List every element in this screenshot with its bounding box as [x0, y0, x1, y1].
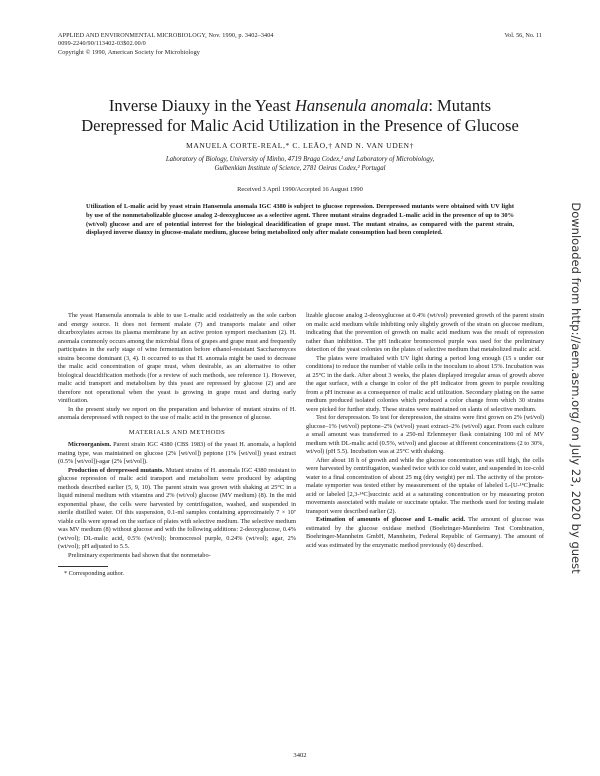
- title-species: Hansenula anomala: [294, 96, 429, 115]
- intro-paragraph-2: In the present study we report on the preparation and behavior of mutant strains of H. anomala derepressed with respect to the use of malic acid in the presence of glucose.: [58, 405, 296, 421]
- page-number: 3402: [293, 752, 307, 759]
- title-prefix: Inverse Diauxy in the Yeast: [108, 96, 295, 115]
- microorganism-text: Parent strain IGC 4380 (CBS 1983) of the yeast H. anomala, a haploid mating type, was maintained on glucose (2% [wt/vol]) peptone (1% [wt/vol]) yeast extract (0.5% [wt/vol])-agar (2% [wt/vol]).: [58, 441, 296, 465]
- production-paragraph: [58, 467, 296, 552]
- journal-citation: APPLIED AND ENVIRONMENTAL MICROBIOLOGY, Nov. 1990, p. 3402–3404: [58, 32, 274, 39]
- affiliations: [80, 156, 520, 173]
- microorganism-paragraph: [58, 441, 296, 467]
- issn-line: 0099-2240/90/113402-03$02.00/0: [58, 40, 146, 48]
- estimation-heading: Estimation of amounts of glucose and L-malic acid.: [316, 516, 466, 523]
- title-suffix: : Mutants: [428, 96, 492, 115]
- title-line-2: Derepressed for Malic Acid Utilization in the Presence of Glucose: [81, 116, 519, 135]
- right-paragraph-1: lizable glucose analog 2-deoxyglucose at 0.4% (wt/vol) prevented growth of the parent strain on malic acid medium while inhibiting only slightly growth of the strain on glucose medium, indicating that the prevention of growth on malic acid medium was the result of repression rather than inhibition. The pH indicator bromocresol purple was used for the preliminary detection of the yeast colonies on the plates of selective medium that metabolized malic acid.: [306, 312, 544, 353]
- footnote: * Corresponding author.: [64, 570, 124, 577]
- estimation-text: The amount of glucose was estimated by the glucose oxidase method (Boehringer-Mannheim Test Combination, Boehringer-Mannheim GmbH, Mannheim, Federal Republic of Germany). The amount of acid was estimated by the enzymatic method previously (6) described.: [306, 516, 544, 549]
- affiliation-line-1: Laboratory of Biology, University of Minho, 4719 Braga Codex,¹ and Laboratory of Microbiology,: [165, 156, 435, 163]
- preliminary-paragraph: Preliminary experiments had shown that the nonmetabo-: [68, 551, 211, 559]
- journal-header: [58, 32, 274, 57]
- affiliation-line-2: Gulbenkian Institute of Science, 2781 Oeiras Codex,² Portugal: [214, 164, 386, 172]
- volume-label: Vol. 56, No. 11: [504, 32, 542, 39]
- title-line-1: [40, 96, 560, 116]
- intro-paragraph-1: The yeast Hansenula anomala is able to use L-malic acid oxidatively as the sole carbon and energy source. It does not ferment malate (7) and transports malate and other dicarboxylates across its plasma membrane by an active proton symport mechanism (2). H. anomala commonly occurs among the microbial flora of grapes and grape must and frequently participates in the early stage of wine fermentation before ethanol-resistant Saccharomyces strains become dominant (3, 4). It occurred to us that H. anomala might be used to decrease the malic acid concentration of grape must, when desirable, as an alternative to other biological deacidification methods (for a review of such methods, see reference 1). However, malic acid transport and metabolism by this yeast are repressed by glucose (2) and are therefore not operational when the yeast is growing in grape must and during early vinification.: [58, 312, 296, 404]
- production-heading: Production of derepressed mutants.: [68, 466, 164, 474]
- section-heading: MATERIALS AND METHODS: [128, 428, 226, 436]
- right-column: [306, 312, 544, 550]
- article-title: [40, 96, 560, 136]
- right-paragraph-4: After about 18 h of growth and while the glucose concentration was still high, the cells were harvested by centrifugation, washed twice with ice cold water, and suspended in ice-cold water to a final concentration of about 25 mg (dry weight) per ml. The activity of the proton-malate symporter was tested either by measurement of the uptake of labeled L-[U-¹⁴C]malic acid or labeled [2,3-¹⁴C]succinic acid at a saturating concentration or by measuring proton movements associated with malate or succinate uptake. The methods used for testing malate transport were described earlier (2).: [306, 456, 544, 515]
- right-paragraph-2: The plates were irradiated with UV light during a period long enough (15 s under our conditions) to reduce the number of viable cells in the inoculum to about 15%. Incubation was at 25°C in the dark. After about 3 weeks, the plates displayed irregular areas of growth above the agar surface, with a change in color of the pH indicator from green to purple resulting from a pH increase as a consequence of malic acid utilization. Secondary plating on the same medium produced isolated colonies which produced a color change from which 30 strains were picked for further study. These strains were maintained on slants of selective medium.: [306, 354, 544, 413]
- author-list: MANUELA CORTE-REAL,* C. LEÃO,† AND N. VAN UDEN†: [185, 141, 415, 150]
- production-text: Mutant strains of H. anomala IGC 4380 resistant to glucose repression of malic acid transport and metabolism were produced by adapting methods described earlier (5, 9, 10). The parent strain was grown with shaking at 25°C in a liquid mineral medium with vitamins and 2% (wt/vol) glucose (MV medium) (8). In the mid exponential phase, the cells were harvested by centrifugation, washed, and suspended in sterile distilled water. Of this suspension, 0.1-ml samples containing approximately 7 × 10⁷ viable cells were spread on the surface of plates with selective medium. The selective medium was MV medium (8) without glucose and with the following additions: 2-deoxyglucose, 0.4% (wt/vol); DL-malic acid, 0.5% (wt/vol); bromocresol purple, 0.24% (wt/vol); agar, 2% (wt/vol); pH adjusted to 5.5.: [58, 466, 296, 550]
- download-link-text[interactable]: Downloaded from http://aem.asm.org/ on July 23, 2020 by guest: [569, 202, 583, 574]
- microorganism-heading: Microorganism.: [68, 441, 112, 448]
- abstract: Utilization of L-malic acid by yeast strain Hansenula anomala IGC 4380 is subject to glucose repression. Derepressed mutants were obtained with UV light by use of the nonmetabolizable glucose analog 2-deoxyglucose as a selective agent. Three mutant strains degraded L-malic acid in the presence of up to 30% (wt/vol) glucose and are of potential interest for the biological deacidification of grape must. The mutant strains, as compared with the parent strain, displayed inverse diauxy in glucose-malate medium, glucose being metabolized only after malate consumption had been completed.: [86, 203, 514, 237]
- copyright-line: Copyright © 1990, American Society for Microbiology: [58, 48, 200, 56]
- estimation-paragraph: [306, 516, 544, 550]
- received-dates: Received 3 April 1990/Accepted 16 August 1990: [237, 186, 363, 193]
- left-column: [58, 312, 296, 579]
- footnote-divider: [58, 566, 108, 567]
- right-paragraph-3: Test for derepression. To test for derepression, the strains were first grown on 2% (wt/vol) glucose–1% (wt/vol) peptone–2% (wt/vol) yeast extract–2% (wt/vol) agar. From each culture a small amount was transferred to a 250-ml Erlenmeyer flask containing 100 ml of MV medium with DL-malic acid (0.5%, wt/vol) and glucose at different concentrations (2 to 30%, wt/vol) (pH 5.5). Incubation was at 25°C with shaking.: [306, 414, 544, 455]
